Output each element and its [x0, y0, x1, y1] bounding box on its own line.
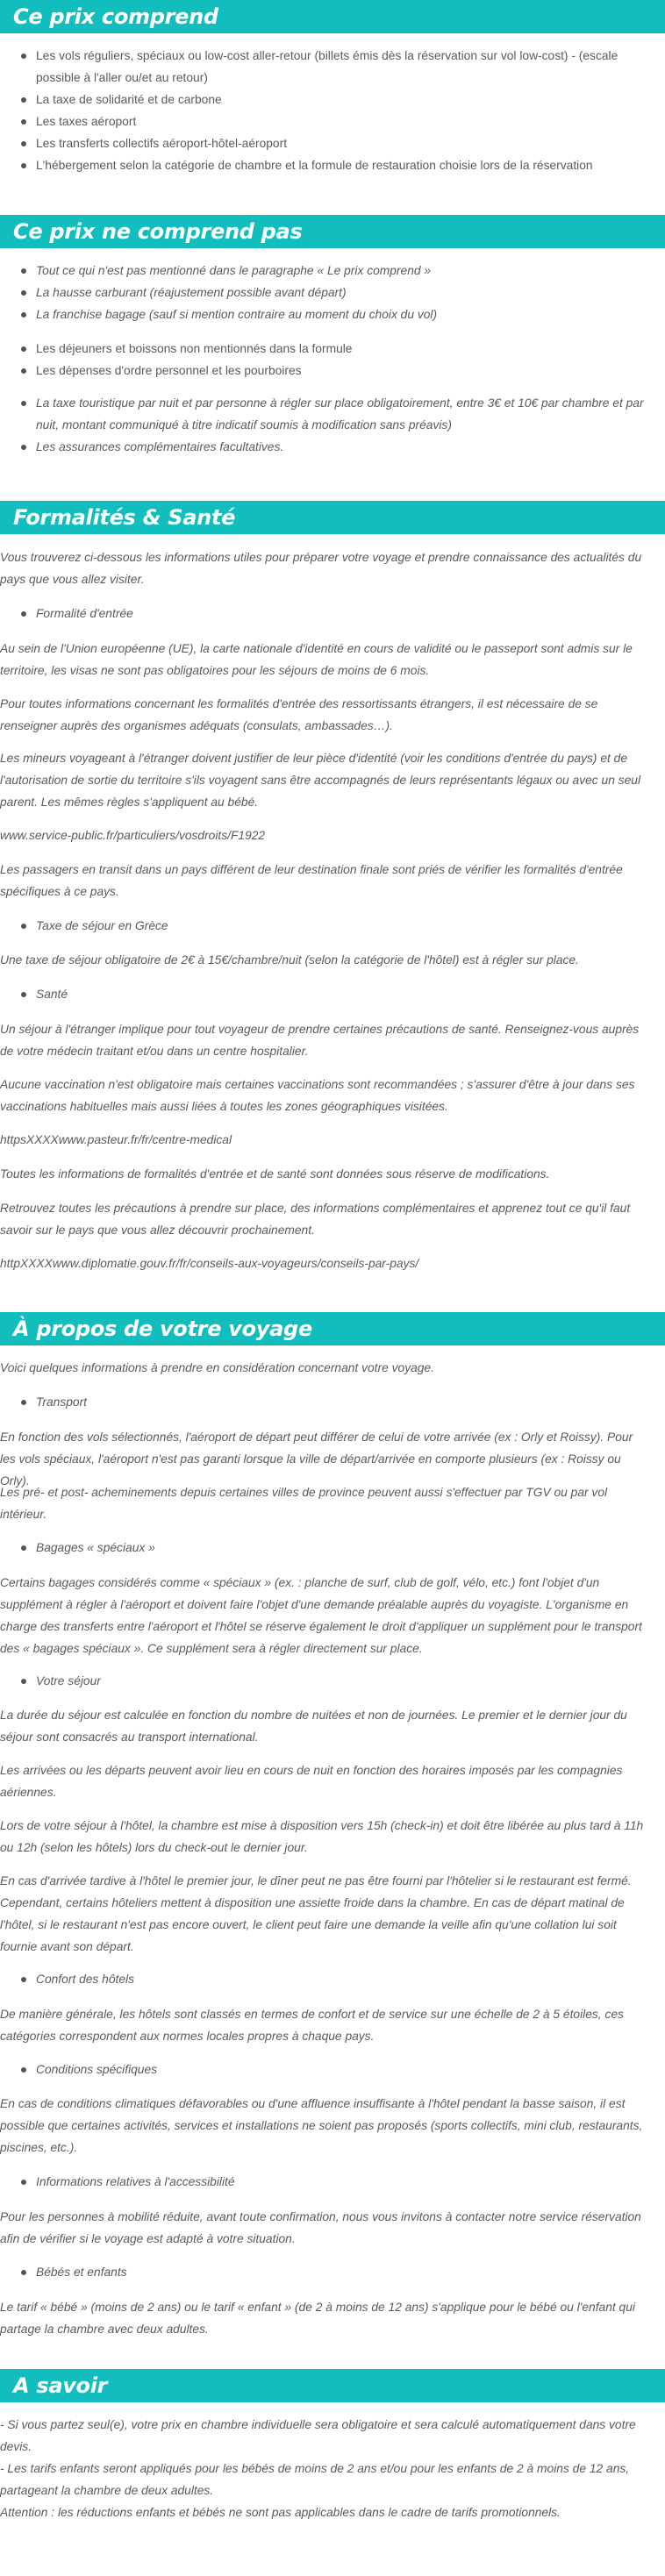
- subheading-accessibilite: Informations relatives à l'accessibilité: [21, 2171, 664, 2193]
- apropos-paragraph: Le tarif « bébé » (moins de 2 ans) ou le tarif « enfant » (de 2 à moins de 12 ans) s'applique pour le bébé ou l'enfant qui partage la chambre avec deux adultes.: [0, 2301, 635, 2336]
- apropos-paragraph: Les pré- et post- acheminements depuis certaines villes de province peuvent aussi s'effectuer par TGV ou par vol intérieur.: [0, 1486, 608, 1521]
- apropos-paragraph: En fonction des vols sélectionnés, l'aéroport de départ peut différer de celui de votre arrivée (ex : Orly et Roissy). Pour les vols spéciaux, l'aéroport n'est pas garanti lorsque la ville de départ/arrivée en comporte plusieurs (ex : Roissy ou Orly).: [0, 1431, 633, 1488]
- subheading-entree: Formalité d'entrée: [21, 603, 664, 624]
- section-header-inclus: [0, 0, 665, 33]
- section-title-inclus: Ce prix comprend: [13, 4, 218, 29]
- asavoir-line: - Si vous partez seul(e), votre prix en chambre individuelle sera obligatoire et sera calculé automatiquement dans votre devis.: [0, 2418, 636, 2453]
- non-inclus-list-1: [21, 260, 649, 325]
- apropos-paragraph: La durée du séjour est calculée en fonction du nombre de nuitées et non de journées. Le premier et le dernier jour du séjour sont consacrés au transport international.: [0, 1709, 627, 1744]
- apropos-paragraph: Les arrivées ou les départs peuvent avoir lieu en cours de nuit en fonction des horaires imposés par les compagnies aériennes.: [0, 1764, 623, 1799]
- section-title-asavoir: A savoir: [13, 2373, 108, 2398]
- apropos-paragraph: En cas de conditions climatiques défavorables ou d'une affluence insuffisante à l'hôtel pendant la basse saison, il est possible que certaines activités, services et installations ne soient pas proposés (sports collectifs, mini club, restaurants, piscines, etc.).: [0, 2097, 643, 2154]
- formalites-paragraph: Pour toutes informations concernant les formalités d'entrée des ressortissants étrangers, il est nécessaire de se renseigner auprès des organismes adéquats (consulats, ambassades…).: [0, 697, 598, 732]
- inclus-item: Les taxes aéroport: [21, 111, 649, 132]
- subheading-sante: Santé: [21, 983, 664, 1005]
- non-inclus-item: Les déjeuners et boissons non mentionnés dans la formule: [21, 338, 649, 360]
- non-inclus-item: Les dépenses d'ordre personnel et les pourboires: [21, 360, 649, 382]
- section-title-apropos: À propos de votre voyage: [13, 1317, 312, 1341]
- service-public-link[interactable]: www.service-public.fr/particuliers/vosdroits/F1922: [0, 829, 266, 842]
- apropos-paragraph: De manière générale, les hôtels sont classés en termes de confort et de service sur une échelle de 2 à 5 étoiles, ces catégories correspondent aux normes locales propres à chaque pays.: [0, 2008, 624, 2043]
- inclus-list: [21, 45, 649, 176]
- apropos-paragraph: En cas d'arrivée tardive à l'hôtel le premier jour, le dîner peut ne pas être fourni par l'hôtelier si le restaurant est fermé. Cependant, certains hôteliers mettent à disposition une assiette froide dans la chambre. En cas de départ matinal de l'hôtel, si le restaurant n'est pas encore ouvert, le client peut faire une demande la veille afin qu'une collation lui soit fournie avant son départ.: [0, 1874, 632, 1953]
- formalites-paragraph: Toutes les informations de formalités d'entrée et de santé sont données sous réserve de modifications.: [0, 1167, 550, 1181]
- formalites-paragraph: Une taxe de séjour obligatoire de 2€ à 15€/chambre/nuit (selon la catégorie de l'hôtel) est à régler sur place.: [0, 953, 579, 967]
- subheading-bagages: Bagages « spéciaux »: [21, 1537, 664, 1559]
- formalites-paragraph: Les mineurs voyageant à l'étranger doivent justifier de leur pièce d'identité (voir les conditions d'entrée du pays) et de l'autorisation de sortie du territoire s'ils voyagent sans être accompagnés de leurs représentants légaux ou avec un seul parent. Les mêmes règles s'appliquent au bébé.: [0, 752, 641, 809]
- pasteur-link[interactable]: httpsXXXXwww.pasteur.fr/fr/centre-medical: [0, 1133, 232, 1146]
- section-header-asavoir: [0, 2369, 665, 2402]
- non-inclus-item: Tout ce qui n'est pas mentionné dans le paragraphe « Le prix comprend »: [21, 260, 649, 282]
- section-header-formalites: [0, 501, 665, 534]
- asavoir-line: - Les tarifs enfants seront appliqués pour les bébés de moins de 2 ans et/ou pour les enfants de 2 à moins de 12 ans, partageant la chambre de deux adultes.: [0, 2462, 630, 2497]
- section-header-apropos: [0, 1312, 665, 1345]
- non-inclus-item: La hausse carburant (réajustement possible avant départ): [21, 282, 649, 303]
- inclus-item: La taxe de solidarité et de carbone: [21, 89, 649, 111]
- apropos-intro: Voici quelques informations à prendre en considération concernant votre voyage.: [0, 1361, 434, 1374]
- formalites-paragraph: Les passagers en transit dans un pays différent de leur destination finale sont priés de vérifier les formalités d'entrée spécifiques à ce pays.: [0, 863, 623, 898]
- subheading-taxe: Taxe de séjour en Grèce: [21, 915, 664, 937]
- non-inclus-item: La taxe touristique par nuit et par personne à régler sur place obligatoirement, entre 3€ et 10€ par chambre et par nuit, montant communiqué à titre indicatif soumis à modification sans préavis): [21, 392, 649, 436]
- formalites-paragraph: Aucune vaccination n'est obligatoire mais certaines vaccinations sont recommandées ; s'assurer d'être à jour dans ses vaccinations habituelles mais aussi liées à toutes les zones géographiques visitées.: [0, 1078, 635, 1113]
- inclus-item: L'hébergement selon la catégorie de chambre et la formule de restauration choisie lors de la réservation: [21, 154, 649, 176]
- non-inclus-list-2: [21, 338, 649, 382]
- non-inclus-list-3: [21, 392, 649, 458]
- section-header-non-inclus: [0, 215, 665, 248]
- formalites-intro: Vous trouverez ci-dessous les informations utiles pour préparer votre voyage et prendre connaissance des actualités du pays que vous allez visiter.: [0, 551, 642, 586]
- formalites-paragraph: Retrouvez toutes les précautions à prendre sur place, des informations complémentaires et apprenez tout ce qu'il faut savoir sur le pays que vous allez découvrir prochainement.: [0, 1202, 631, 1237]
- apropos-paragraph: Pour les personnes à mobilité réduite, avant toute confirmation, nous vous invitons à contacter notre service réservation afin de vérifier si le voyage est adapté à votre situation.: [0, 2210, 641, 2245]
- apropos-paragraph: Certains bagages considérés comme « spéciaux » (ex. : planche de surf, club de golf, vélo, etc.) font l'objet d'un supplément à régler à l'aéroport et doivent faire l'objet d'une demande préalable auprès du voyagiste. L'organisme en charge des transferts entre l'aéroport et l'hôtel se réserve également le droit d'appliquer un supplément pour le transport des « bagages spéciaux ». Ce supplément sera à régler directement sur place.: [0, 1576, 642, 1655]
- asavoir-line: Attention : les réductions enfants et bébés ne sont pas applicables dans le cadre de tarifs promotionnels.: [0, 2506, 561, 2519]
- non-inclus-item: La franchise bagage (sauf si mention contraire au moment du choix du vol): [21, 303, 649, 325]
- subheading-bebes: Bébés et enfants: [21, 2261, 664, 2283]
- formalites-paragraph: Un séjour à l'étranger implique pour tout voyageur de prendre certaines précautions de santé. Renseignez-vous auprès de votre médecin traitant et/ou dans un centre hospitalier.: [0, 1023, 640, 1058]
- formalites-paragraph: Au sein de l'Union européenne (UE), la carte nationale d'identité en cours de validité ou le passeport sont admis sur le territoire, les visas ne sont pas obligatoires pour les séjours de moins de 6 mois.: [0, 642, 633, 677]
- subheading-transport: Transport: [21, 1391, 664, 1413]
- section-title-formalites: Formalités & Santé: [13, 505, 236, 530]
- non-inclus-item: Les assurances complémentaires facultatives.: [21, 436, 649, 458]
- inclus-item: Les transferts collectifs aéroport-hôtel-aéroport: [21, 132, 649, 154]
- subheading-conditions: Conditions spécifiques: [21, 2059, 664, 2080]
- section-title-non-inclus: Ce prix ne comprend pas: [13, 219, 303, 244]
- diplomatie-link[interactable]: httpXXXXwww.diplomatie.gouv.fr/fr/conseils-aux-voyageurs/conseils-par-pays/: [0, 1257, 419, 1270]
- subheading-sejour: Votre séjour: [21, 1670, 664, 1692]
- subheading-confort: Confort des hôtels: [21, 1968, 664, 1990]
- inclus-item: Les vols réguliers, spéciaux ou low-cost aller-retour (billets émis dès la réservation sur vol low-cost) - (escale possible à l'aller ou/et au retour): [21, 45, 649, 89]
- apropos-paragraph: Lors de votre séjour à l'hôtel, la chambre est mise à disposition vers 15h (check-in) et doit être libérée au plus tard à 11h ou 12h (selon les hôtels) lors du check-out le dernier jour.: [0, 1819, 644, 1854]
